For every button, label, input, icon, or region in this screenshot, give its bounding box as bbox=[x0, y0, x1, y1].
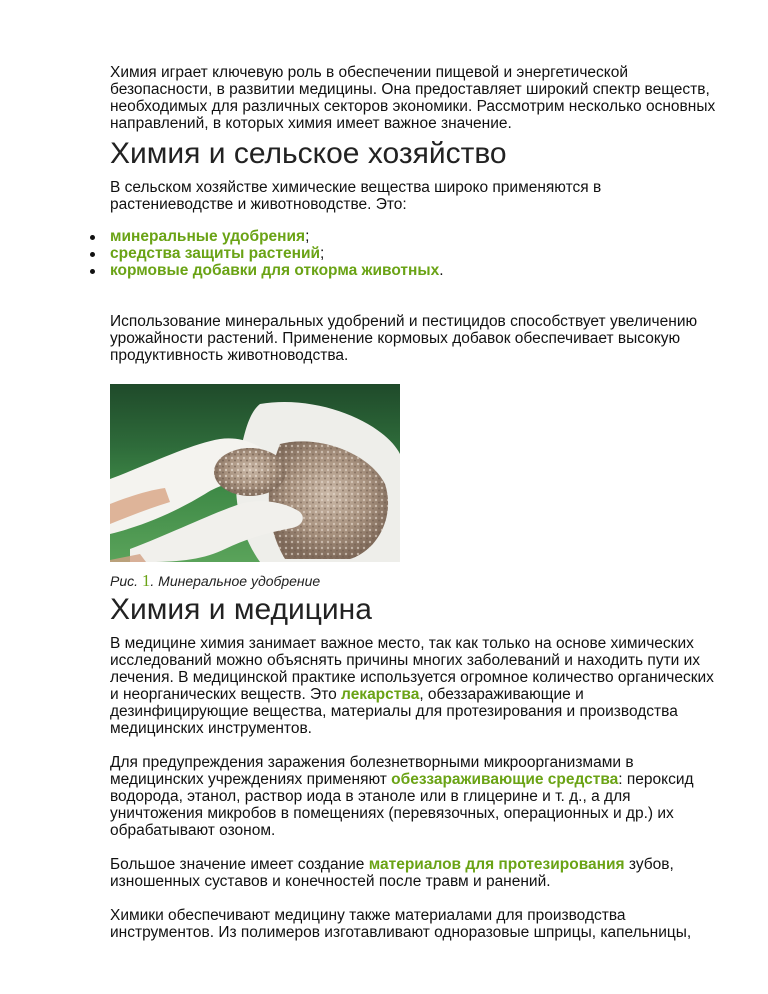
document-content bbox=[110, 64, 720, 941]
bullet-icon bbox=[90, 235, 95, 240]
list-item: кормовые добавки для откорма животных. bbox=[82, 262, 720, 279]
medicine-paragraph-4: Химики обеспечивают медицину также материалами для производства инструментов. Из полимеров изготавливают одноразовые шприцы, капельницы, bbox=[110, 907, 692, 941]
heading-agriculture: Химия и сельское хозяйство bbox=[110, 137, 507, 170]
link-medicines[interactable]: лекарства bbox=[341, 686, 420, 703]
bullet-icon bbox=[90, 252, 95, 257]
medicine-paragraph-2: Для предупреждения заражения болезнетворными микроорганизмами в медицинских учреждениях применяют обеззараживающие средства: пероксид водорода, этанол, раствор иода в этаноле или в глицерине и т. д., а для уничтожения микробов в помещениях (перевязочных, операционных и др.) их обрабатывают озоном. bbox=[110, 754, 694, 839]
list-link-plant-protection[interactable]: средства защиты растений bbox=[110, 245, 321, 262]
fertilizer-illustration bbox=[110, 384, 400, 562]
agriculture-lead: В сельском хозяйстве химические вещества широко применяются в растениеводстве и животноводстве. Это: bbox=[110, 179, 602, 213]
link-prosthetic-materials[interactable]: материалов для протезирования bbox=[368, 856, 625, 873]
list-item: минеральные удобрения; bbox=[82, 228, 720, 245]
list-item: средства защиты растений; bbox=[82, 245, 720, 262]
figure-caption: Рис. 1. Минеральное удобрение bbox=[110, 571, 321, 590]
fertilizer-photo bbox=[110, 384, 400, 562]
intro-paragraph: Химия играет ключевую роль в обеспечении пищевой и энергетической безопасности, в развитии медицины. Она предоставляет широкий спектр веществ, необходимых для различных секторов экономики. Рассмотрим несколько основных направлений, в которых химия имеет важное значение. bbox=[110, 64, 716, 132]
agriculture-list bbox=[110, 228, 720, 279]
link-disinfectants[interactable]: обеззараживающие средства bbox=[391, 771, 619, 788]
list-link-fertilizers[interactable]: минеральные удобрения bbox=[110, 228, 306, 245]
medicine-paragraph-3: Большое значение имеет создание материалов для протезирования зубов, изношенных суставов и конечностей после травм и ранений. bbox=[110, 856, 674, 890]
medicine-paragraph-1: В медицине химия занимает важное место, так как только на основе химических исследований можно объяснять причины многих заболеваний и находить пути их лечения. В медицинской практике используется огромное количество органических и неорганических веществ. Это лекарства, обеззараживающие и дезинфицирующие вещества, материалы для протезирования и производства медицинских инструментов. bbox=[110, 635, 714, 737]
bullet-icon bbox=[90, 269, 95, 274]
list-link-feed-additives[interactable]: кормовые добавки для откорма животных bbox=[110, 262, 440, 279]
heading-medicine: Химия и медицина bbox=[110, 593, 372, 626]
agriculture-paragraph: Использование минеральных удобрений и пестицидов способствует увеличению урожайности растений. Применение кормовых добавок обеспечивает высокую продуктивность животноводства. bbox=[110, 313, 698, 364]
